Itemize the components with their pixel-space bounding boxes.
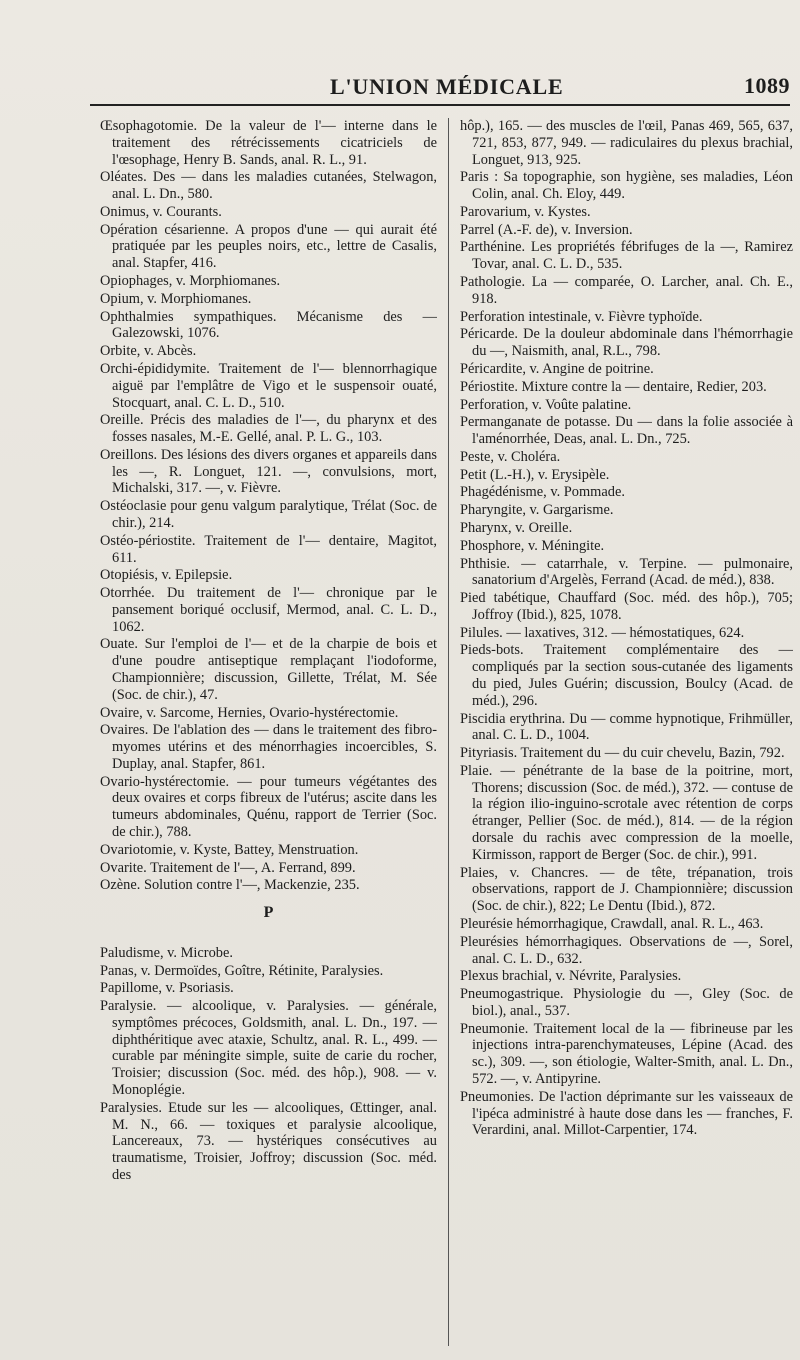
index-entry: Ovaire, v. Sarcome, Hernies, Ovario-hystérectomie. — [100, 704, 399, 721]
index-entry: Plaie. — pénétrante de la base de la poitrine, mort, Thorens; discussion (Soc. de méd.), 372. — contuse de la région ilio-inguino-scrotale avec rétention de corps étranger, Pellier (Soc. de méd.), 814. — de la région dorsale du rachis avec compression de la moelle, Kirmisson, rapport de Berger (Soc. de chir.), 991. — [460, 762, 793, 863]
index-entry: Pityriasis. Traitement du — du cuir chevelu, Bazin, 792. — [460, 745, 785, 762]
index-entry: Pieds-bots. Traitement complémentaire des — compliqués par la section sous-cutanée des ligaments du pied, Jules Guérin; discussion, Boulcy (Acad. de méd.), 296. — [460, 642, 793, 709]
index-entry: Ouate. Sur l'emploi de l'— et de la charpie de bois et d'une poudre antiseptique remplaçant l'iodoforme, Championnière; discussion, Gillette, Trélat, M. Sée (Soc. de chir.), 47. — [100, 636, 437, 703]
index-entry: Ovariotomie, v. Kyste, Battey, Menstruation. — [100, 841, 359, 858]
index-entry: Phthisie. — catarrhale, v. Terpine. — pulmonaire, sanatorium d'Argelès, Ferrand (Acad. de méd.), 838. — [460, 555, 793, 589]
index-entry: Perforation, v. Voûte palatine. — [460, 396, 632, 413]
index-entry: Pneumonie. Traitement local de la — fibrineuse par les injections intra-parenchymateuses, Lépine (Acad. des sc.), 309. —, son étiologie, Walter-Smith, anal. L. Dn., 572. —, v. Antipyrine. — [460, 1020, 793, 1087]
index-entry: Permanganate de potasse. Du — dans la folie associée à l'aménorrhée, Deas, anal. L. Dn., 725. — [460, 414, 793, 448]
index-entry: Plexus brachial, v. Névrite, Paralysies. — [460, 968, 682, 985]
index-entry: Oreille. Précis des maladies de l'—, du pharynx et des fosses nasales, M.-E. Gellé, anal. P. L. G., 103. — [100, 412, 437, 446]
index-entry: Parrel (A.-F. de), v. Inversion. — [460, 221, 633, 238]
index-entry: Pneumonies. De l'action déprimante sur les vaisseaux de l'ipéca administré à haute dose dans les — franches, F. Verardini, anal. Millot-Carpentier, 174. — [460, 1088, 793, 1139]
page-header — [90, 64, 790, 104]
left-entries-o — [100, 118, 437, 894]
index-entry: Ovarite. Traitement de l'—, A. Ferrand, 899. — [100, 859, 356, 876]
index-entry: Oreillons. Des lésions des divers organes et appareils dans les —, R. Longuet, 121. —, convulsions, mort, Michalski, 317. —, v. Fièvre. — [100, 446, 437, 497]
index-entry: Périostite. Mixture contre la — dentaire, Redier, 203. — [460, 378, 767, 395]
index-entry: Opium, v. Morphiomanes. — [100, 290, 252, 307]
index-entry: Ozène. Solution contre l'—, Mackenzie, 235. — [100, 877, 360, 894]
index-entry: Péricarde. De la douleur abdominale dans l'hémorrhagie du —, Naismith, anal, R.L., 798. — [460, 326, 793, 360]
index-entry: Paludisme, v. Microbe. — [100, 944, 233, 961]
index-entry: Papillome, v. Psoriasis. — [100, 980, 234, 997]
index-entry: Onimus, v. Courants. — [100, 203, 222, 220]
index-entry: Opération césarienne. A propos d'une — qui aurait été pratiquée par les peuples noirs, etc., lettre de Casalis, anal. Stapfer, 416. — [100, 221, 437, 272]
index-entry: Pneumogastrique. Physiologie du —, Gley (Soc. de biol.), anal., 537. — [460, 986, 793, 1019]
left-entries-p — [100, 945, 437, 1184]
index-entry: Pied tabétique, Chauffard (Soc. méd. des hôp.), 705; Joffroy (Ibid.), 825, 1078. — [460, 590, 793, 623]
left-column — [100, 118, 437, 1346]
index-entry: Petit (L.-H.), v. Erysipèle. — [460, 466, 610, 483]
index-entry: Ovaires. De l'ablation des — dans le traitement des fibro-myomes utérins et des ménorrhagies incoercibles, S. Duplay, anal. Stapfer, 861. — [100, 722, 437, 772]
index-entry: Parovarium, v. Kystes. — [460, 203, 591, 220]
index-entry: Panas, v. Dermoïdes, Goître, Rétinite, Paralysies. — [100, 962, 384, 979]
column-divider — [448, 118, 449, 1346]
index-entry: Otopiésis, v. Epilepsie. — [100, 567, 233, 584]
right-entries-p — [460, 118, 793, 1139]
index-entry: Pleurésie hémorrhagique, Crawdall, anal. R. L., 463. — [460, 915, 764, 932]
index-entry: Ophthalmies sympathiques. Mécanisme des — Galezowski, 1076. — [100, 308, 437, 342]
journal-title: L'UNION MÉDICALE — [330, 74, 564, 99]
index-entry: Parthénine. Les propriétés fébrifuges de la —, Ramirez Tovar, anal. C. L. D., 535. — [460, 239, 793, 273]
index-entry: Oléates. Des — dans les maladies cutanées, Stelwagon, anal. L. Dn., 580. — [100, 169, 437, 203]
index-entry: Ovario-hystérectomie. — pour tumeurs végétantes des deux ovaires et corps fibreux de l'utérus; ascite dans les tumeurs abdominales, Quénu, rapport de Terrier (Soc. de chir.), 788. — [100, 773, 437, 841]
right-column — [460, 118, 793, 1346]
index-entry: Pleurésies hémorrhagiques. Observations de —, Sorel, anal. C. L. D., 632. — [460, 933, 793, 967]
index-entry: Paralysies. Etude sur les — alcooliques, Œttinger, anal. M. N., 66. — toxiques et paralysie alcoolique, Lancereaux, 73. — hystériques consécutives au traumatisme, Troisier, Joffroy; discussion (Soc. méd. des — [100, 1099, 437, 1183]
index-body — [90, 118, 794, 1346]
index-entry: Péricardite, v. Angine de poitrine. — [460, 360, 654, 377]
header-rule — [90, 104, 790, 106]
index-entry: Pathologie. La — comparée, O. Larcher, anal. Ch. E., 918. — [460, 274, 793, 307]
index-entry: Paris : Sa topographie, son hygiène, ses maladies, Léon Colin, anal. Ch. Eloy, 449. — [460, 169, 793, 203]
index-entry: Phagédénisme, v. Pommade. — [460, 484, 625, 501]
section-letter-p: P — [263, 904, 274, 922]
index-entry: Ostéoclasie pour genu valgum paralytique, Trélat (Soc. de chir.), 214. — [100, 498, 437, 531]
index-entry: Plaies, v. Chancres. — de tête, trépanation, trois observations, rapport de J. Championnière; discussion (Soc. de chir.), 822; Le Dentu (Ibid.), 872. — [460, 864, 793, 915]
page-number: 1089 — [744, 73, 790, 98]
index-entry: hôp.), 165. — des muscles de l'œil, Panas 469, 565, 637, 721, 853, 877, 949. — radiculaires du plexus brachial, Longuet, 913, 925. — [460, 118, 793, 168]
index-entry: Opiophages, v. Morphiomanes. — [100, 273, 281, 290]
index-entry: Pilules. — laxatives, 312. — hémostatiques, 624. — [460, 624, 745, 641]
index-entry: Œsophagotomie. De la valeur de l'— interne dans le traitement des rétrécissements cicatriciels de l'œsophage, Henry B. Sands, anal. R. L., 91. — [100, 118, 437, 168]
index-entry: Piscidia erythrina. Du — comme hypnotique, Frihmüller, anal. C. L. D., 1004. — [460, 710, 793, 744]
index-entry: Orchi-épididymite. Traitement de l'— blennorrhagique aiguë par l'emplâtre de Vigo et le suspensoir ouaté, Stocquart, anal. C. L. D., 510. — [100, 360, 437, 411]
index-entry: Phosphore, v. Méningite. — [460, 537, 605, 554]
index-entry: Paralysie. — alcoolique, v. Paralysies. — générale, symptômes précoces, Goldsmith, anal. L. Dn., 197. — diphthéritique avec ataxie, Schultz, anal. R. L., 499. — curable par méningite simple, suite de carie du rocher, Troisier; discussion (Soc. méd. des hôp.), 908. — v. Monoplégie. — [100, 998, 437, 1099]
index-entry: Otorrhée. Du traitement de l'— chronique par le pansement boriqué occlusif, Mermod, anal. C. L. D., 1062. — [100, 585, 437, 635]
index-entry: Orbite, v. Abcès. — [100, 343, 197, 360]
index-entry: Perforation intestinale, v. Fièvre typhoïde. — [460, 308, 703, 325]
index-entry: Pharyngite, v. Gargarisme. — [460, 502, 614, 519]
index-entry: Pharynx, v. Oreille. — [460, 519, 573, 536]
index-entry: Peste, v. Choléra. — [460, 448, 561, 465]
index-entry: Ostéo-périostite. Traitement de l'— dentaire, Magitot, 611. — [100, 532, 437, 566]
